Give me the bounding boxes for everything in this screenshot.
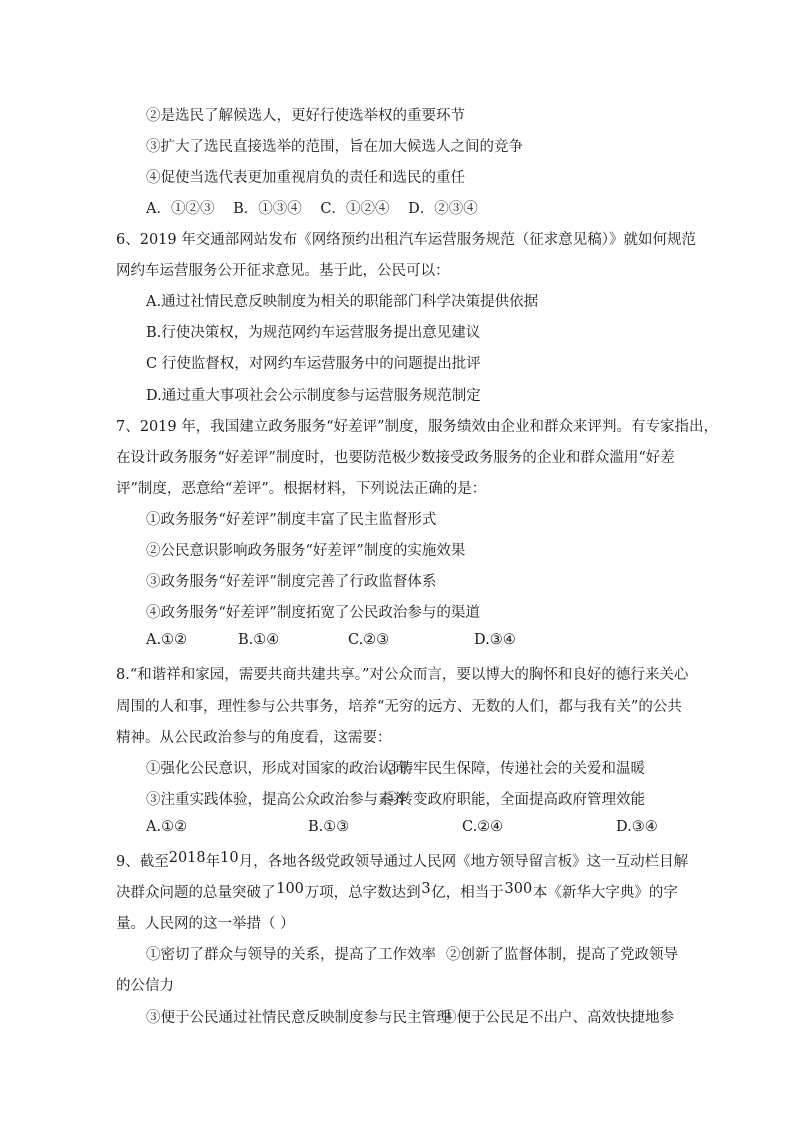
q9-stem-line-2 [116,881,678,902]
q6-option-c: C 行使监督权，对网约车运营服务中的问题提出批评 [146,356,481,372]
q9-options-row-1 [146,943,678,964]
q7-stem-line-2: 在设计政务服务“好差评”制度时，也要防范极少数接受政务服务的企业和群众滥用“好差 [116,450,675,466]
q9-stem-1-seg-1: 2018 [168,850,206,866]
q8-choice-d: D.③④ [616,819,658,835]
q9-stem-2-seg-4: 亿，相当于 [431,885,504,901]
q7-choice-b: B.①④ [238,632,280,648]
q9-stem-2-seg-0: 决群众问题的总量突破了 [116,885,276,901]
q9-stem-2-seg-5: 300 [504,881,533,897]
q5-option-4: ④促使当选代表更加重视肩负的责任和选民的重任 [146,170,465,186]
q6-stem-line-1: 6、2019 年交通部网站发布《网络预约出租汽车运营服务规范（征求意见稿）》就如何规范 [116,232,696,248]
q9-stem-2-seg-1: 100 [276,881,304,897]
q8-options-row-1 [146,757,684,778]
q6-option-b: B.行使决策权，为规范网约车运营服务提出意见建议 [146,325,481,341]
q7-choice-d: D.③④ [474,632,516,648]
q5-choice-a: A．①②③ [146,201,215,217]
q9-option-2-continued: 的公信力 [116,978,174,994]
q8-options-row-2 [146,788,684,809]
q6-option-d: D.通过重大事项社会公示制度参与运营服务规范制定 [146,388,481,404]
q7-stem-line-3: 评”制度，恶意给“差评”。根据材料，下列说法正确的是： [116,481,487,497]
q7-option-1: ①政务服务“好差评”制度丰富了民主监督形式 [146,512,437,528]
q6-stem-line-2: 网约车运营服务公开征求意见。基于此，公民可以： [116,263,450,279]
q5-option-2: ②是选民了解候选人，更好行使选举权的重要环节 [146,108,465,124]
q7-stem-line-1: 7、2019 年，我国建立政务服务“好差评”制度，服务绩效由企业和群众来评判。有专家指出， [116,419,719,435]
q7-choice-c: C.②③ [348,632,390,648]
q5-choice-d: D．②③④ [408,201,478,217]
q7-option-3: ③政务服务“好差评”制度完善了行政监督体系 [146,574,437,590]
q8-choices [146,819,684,835]
q8-option-3: ③注重实践体验，提高公众政治参与素养 [146,792,407,808]
q9-options-row-2 [146,1006,682,1027]
q8-option-1: ①强化公民意识，形成对国家的政治认同 [146,761,407,777]
q9-option-3: ③便于公民通过社情民意反映制度参与民主管理 [146,1010,451,1026]
q7-option-4: ④政务服务“好差评”制度拓宽了公民政治参与的渠道 [146,605,480,621]
q7-choice-a: A.①② [146,632,188,648]
q9-stem-2-seg-6: 本《新华大字典》的字 [532,885,678,901]
q5-choice-c: C．①②④ [320,201,390,217]
q9-stem-1-seg-4: 月，各地各级党政领导通过人民网《地方领导留言板》这一互动栏目解 [238,854,689,870]
q8-option-2: ②铸牢民生保障，传递社会的关爱和温暖 [384,761,645,777]
q9-stem-1-seg-3: 10 [220,850,239,866]
q7-option-2: ②公民意识影响政务服务“好差评”制度的实施效果 [146,543,466,559]
q9-stem-2-seg-2: 万项，总字数达到 [304,885,421,901]
q9-option-4: ④便于公民足不出户、高效快捷地参 [442,1010,674,1026]
q7-choices [146,632,684,648]
q9-stem-1-seg-0: 9、截至 [116,854,169,870]
q8-stem-line-1: 8.“和谐祥和家园，需要共商共建共享。”对公众而言，要以博大的胸怀和良好的德行来关心 [116,667,689,683]
q9-stem-line-3: 量。人民网的这一举措（ ） [116,916,295,932]
q8-option-4: ④转变政府职能，全面提高政府管理效能 [384,792,645,808]
q8-choice-b: B.①③ [308,819,350,835]
q6-option-a: A.通过社情民意反映制度为相关的职能部门科学决策提供依据 [146,294,539,310]
q9-option-1: ①密切了群众与领导的关系，提高了工作效率 [146,947,436,963]
q8-choice-c: C.②④ [462,819,504,835]
q9-stem-2-seg-3: 3 [421,881,431,897]
q5-option-3: ③扩大了选民直接选举的范围，旨在加大候选人之间的竞争 [146,139,523,155]
q8-stem-line-2: 周围的人和事，理性参与公共事务，培养“无穷的远方、无数的人们，都与我有关”的公共 [116,699,682,715]
q5-choice-b: B．①③④ [233,201,302,217]
q5-choices [146,197,478,218]
q8-choice-a: A.①② [146,819,188,835]
q9-stem-line-1 [116,850,689,871]
q8-stem-line-3: 精神。从公民政治参与的角度看，这需要： [116,730,392,746]
q9-option-2: ②创新了监督体制，提高了党政领导 [446,947,678,963]
q9-stem-1-seg-2: 年 [205,854,221,870]
